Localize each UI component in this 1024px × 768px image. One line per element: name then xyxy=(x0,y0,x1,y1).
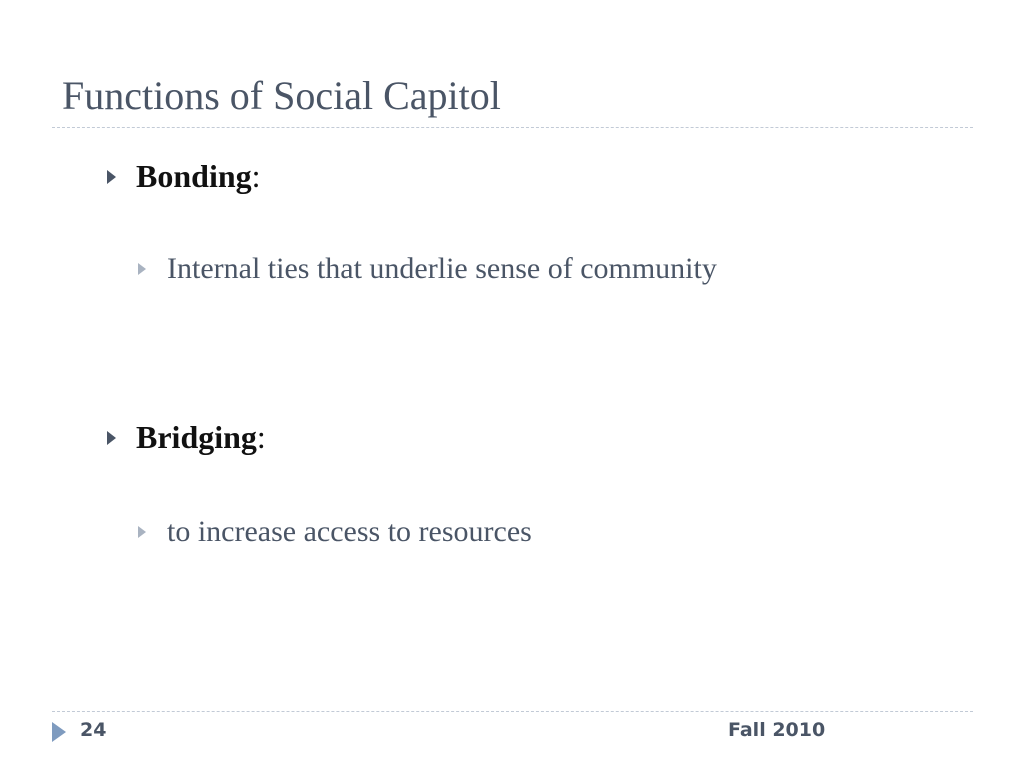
bullet-triangle-icon xyxy=(107,170,116,184)
sub-bullet-bridging xyxy=(138,515,532,549)
sub-bullet-triangle-icon xyxy=(138,526,146,538)
footer-marker-icon xyxy=(52,722,66,742)
page-number: 24 xyxy=(80,719,107,741)
bullet-triangle-icon xyxy=(107,431,116,445)
footer-date: Fall 2010 xyxy=(728,719,826,741)
sub-bullet-triangle-icon xyxy=(138,263,146,275)
sub-bullet-text: Internal ties that underlie sense of community xyxy=(167,252,717,285)
bullet-text xyxy=(136,419,266,456)
title-divider xyxy=(52,127,973,128)
footer-divider xyxy=(52,711,973,712)
bullet-punct: : xyxy=(251,158,261,194)
bullet-text xyxy=(136,158,261,195)
bullet-term: Bonding xyxy=(136,158,252,194)
bullet-bonding xyxy=(107,158,261,195)
sub-bullet-text: to increase access to resources xyxy=(167,515,532,548)
slide-title: Functions of Social Capitol xyxy=(62,73,501,118)
bullet-punct: : xyxy=(256,419,266,455)
sub-bullet-bonding xyxy=(138,252,717,286)
bullet-term: Bridging xyxy=(136,419,257,455)
bullet-bridging xyxy=(107,419,266,456)
